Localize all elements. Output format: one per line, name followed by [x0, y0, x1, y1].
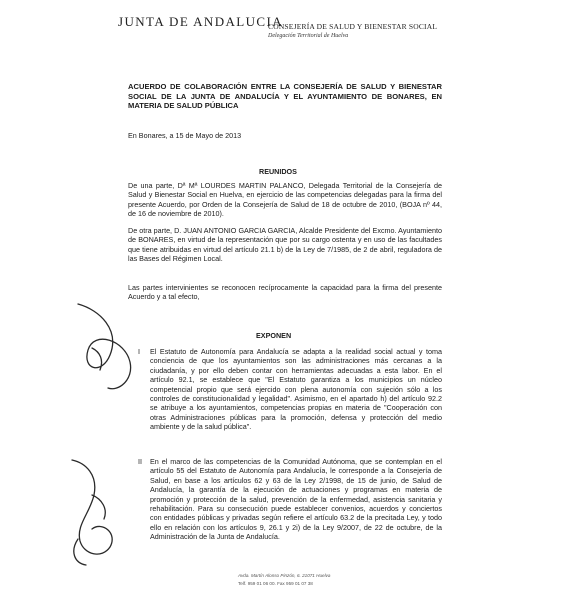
- section-text-2: En el marco de las competencias de la Comunidad Autónoma, que se contemplan en el artículo 55 del Estatuto de Autonomía para Andalucía, le corresponde a la Consejería de Salud, en base a los artículos 62 y 63 de la Ley 2/1998, de 15 de junio, de Salud de Andalucía, la garantía de la ejecución de actuaciones y programas en materia de promoción y protección de la salud, prevención de la enfermedad, asistencia sanitaria y rehabilitación. Para su consecución puede establecer convenios, acuerdos y conciertos con entidades públicas y privadas según refiere el artículo 63.2 de la precitada Ley, y todo ello en relación con los artículos 9, 26.1 y 2i) de la Ley 9/2007, de 22 de octubre, de la Administración de la Junta de Andalucía.: [150, 457, 442, 542]
- reunidos-heading: REUNIDOS: [259, 167, 297, 176]
- header-department: CONSEJERÍA DE SALUD Y BIENESTAR SOCIAL: [268, 22, 438, 31]
- paragraph-capacity: Las partes intervinientes se reconocen recíprocamente la capacidad para la firma del presente Acuerdo y a tal efecto,: [128, 283, 442, 302]
- exponen-heading: EXPONEN: [256, 331, 292, 340]
- signature-mark-lower: [58, 455, 133, 570]
- header-logo: JUNTA DE ANDALUCIA: [118, 14, 283, 29]
- header-delegation: Delegación Territorial de Huelva: [268, 33, 349, 39]
- paragraph-first-party: De una parte, Dª Mª LOURDES MARTIN PALANCO, Delegada Territorial de la Consejería de Salud y Bienestar Social en Huelva, en ejercicio de las competencias delegadas para la firma del presente Acuerdo, por Orden de la Consejería de Salud de 18 de octubre de 2010, (BOJA nº 44, de 16 de noviembre de 2010).: [128, 181, 442, 219]
- section-text-1: El Estatuto de Autonomía para Andalucía se adapta a la realidad social actual y toma conciencia de que los ayuntamientos son las administraciones más cercanas a la ciudadanía, y por ello deben contar con herramientas adecuadas a esta labor. En el artículo 92.1, se establece que "El Estatuto garantiza a los municipios un núcleo competencial propio que será ejercido con plena autonomía con sujeción sólo a los controles de constitucionalidad y legalidad". Asimismo, en el apartado h) del artículo 92.2 se atribuye a los ayuntamientos, competencias propias en materia de "Cooperación con otras Administraciones públicas para la promoción, defensa y protección del medio ambiente y de la salud pública".: [150, 347, 442, 432]
- section-numeral-1: I: [138, 347, 140, 356]
- footer-address: Avda. Martín Alonso Pinzón, 6. 21071 Huelva: [238, 573, 331, 578]
- signature-mark-upper: [70, 300, 145, 395]
- date-line: En Bonares, a 15 de Mayo de 2013: [128, 131, 242, 140]
- footer-phone: Telf. 959 01 06 00. Fax 959 01 07 38: [238, 581, 313, 586]
- section-numeral-2: II: [138, 457, 142, 466]
- paragraph-second-party: De otra parte, D. JUAN ANTONIO GARCIA GARCIA, Alcalde Presidente del Excmo. Ayuntamiento de BONARES, en virtud de la representación que por su cargo ostenta y en uso de las facultades que tiene atribuidas en virtud del artículo 21.1 b) de la Ley de 7/1985, de 2 de abril, reguladora de las Bases del Régimen Local.: [128, 226, 442, 264]
- document-title: ACUERDO DE COLABORACIÓN ENTRE LA CONSEJERÍA DE SALUD Y BIENESTAR SOCIAL DE LA JUNTA DE ANDALUCÍA Y EL AYUNTAMIENTO DE BONARES, EN MATERIA DE SALUD PÚBLICA: [128, 82, 442, 111]
